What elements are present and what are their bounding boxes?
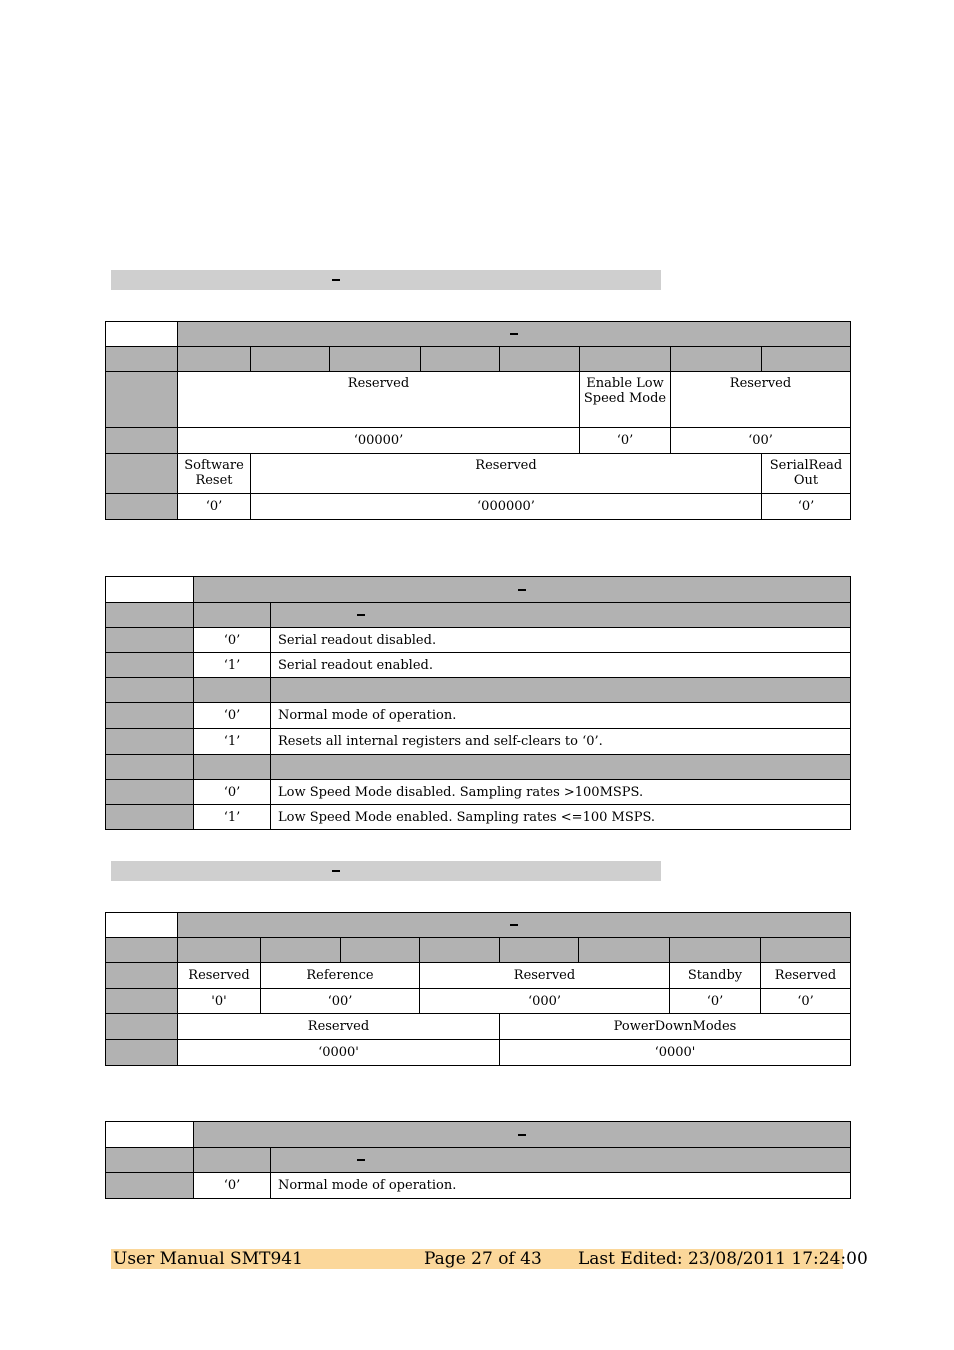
table-row [106,322,851,347]
table-row [106,653,851,678]
table-row [106,454,851,494]
row-label-cell [106,755,194,780]
bit-header-cell [670,938,761,963]
field-cell: Reserved [178,1014,500,1040]
row-label-cell [106,454,178,494]
field-cell: Enable Low Speed Mode [580,372,671,428]
table-row [106,963,851,989]
field-cell: Standby [670,963,761,989]
bit-header-cell [500,938,579,963]
description-header-cell [194,577,851,603]
register-header-cell [178,322,851,347]
section-cell [271,755,851,780]
table-row [106,913,851,938]
row-label-cell [106,628,194,653]
description-cell: Serial readout enabled. [271,653,851,678]
default-value-cell: ‘00000’ [178,428,580,454]
value-header-cell [194,1148,271,1173]
default-value-cell: ‘000000’ [251,494,762,520]
footer-last-edited: Last Edited: 23/08/2011 17:24:00 [578,1249,868,1269]
table-row [106,372,851,428]
field-cell: PowerDownModes [500,1014,851,1040]
default-value-cell: ‘0’ [762,494,851,520]
description-cell: Normal mode of operation. [271,703,851,729]
default-value-cell: ‘00’ [261,989,420,1014]
header-corner-cell [106,913,178,938]
default-value-cell: ‘00’ [671,428,851,454]
row-label-cell [106,428,178,454]
default-value-cell: ‘0000' [178,1040,500,1066]
row-label-cell [106,1173,194,1199]
table-row [106,428,851,454]
table-row [106,603,851,628]
default-value-cell: ‘000’ [420,989,670,1014]
description-cell: Serial readout disabled. [271,628,851,653]
description-header-cell [194,1122,851,1148]
field-cell: Reserved [671,372,851,428]
table-row [106,938,851,963]
row-label-cell [106,989,178,1014]
row-label-cell [106,494,178,520]
default-value-cell: ‘0’ [761,989,851,1014]
field-cell: Reserved [178,372,580,428]
value-cell: ‘0’ [194,1173,271,1199]
bit-header-cell [579,938,670,963]
page-footer [111,1249,868,1269]
default-value-cell: ‘0’ [670,989,761,1014]
row-label-cell [106,603,194,628]
register-description-table-1 [105,576,851,830]
default-value-cell: '0' [178,989,261,1014]
bit-header-cell [762,347,851,372]
default-value-cell: ‘0’ [580,428,671,454]
field-cell: Reserved [761,963,851,989]
bit-header-cell [330,347,421,372]
table-row [106,729,851,755]
header-corner-cell [106,577,194,603]
default-value-cell: ‘0000' [500,1040,851,1066]
table-row [106,628,851,653]
header-corner-cell [106,322,178,347]
row-label-cell [106,347,178,372]
row-label-cell [106,372,178,428]
bit-header-cell [671,347,762,372]
table-row [106,1122,851,1148]
caption-dash [332,279,340,281]
value-cell: ‘0’ [194,780,271,805]
value-cell: ‘0’ [194,703,271,729]
table-row [106,780,851,805]
row-label-cell [106,653,194,678]
bit-header-cell [580,347,671,372]
table-row [106,755,851,780]
description-cell: Resets all internal registers and self-clears to ‘0’. [271,729,851,755]
field-cell: Reserved [251,454,762,494]
table-row [106,678,851,703]
table-row [106,494,851,520]
caption-dash [332,870,340,872]
field-cell: Reference [261,963,420,989]
section-cell [271,678,851,703]
register-caption-1 [111,270,661,290]
register-map-table-2 [105,912,851,1066]
value-cell: ‘1’ [194,653,271,678]
description-cell: Low Speed Mode disabled. Sampling rates >100MSPS. [271,780,851,805]
field-cell: Reserved [420,963,670,989]
description-cell: Low Speed Mode enabled. Sampling rates <=100 MSPS. [271,805,851,830]
value-cell: ‘0’ [194,628,271,653]
table-row [106,805,851,830]
description-subheader-cell [271,1148,851,1173]
bit-header-cell [500,347,580,372]
row-label-cell [106,938,178,963]
register-map-table-1 [105,321,851,520]
description-subheader-cell [271,603,851,628]
footer-document-title: User Manual SMT941 [113,1249,303,1269]
row-label-cell [106,963,178,989]
default-value-cell: ‘0’ [178,494,251,520]
bit-header-cell [251,347,330,372]
table-row [106,1173,851,1199]
bit-header-cell [261,938,341,963]
footer-page-number: Page 27 of 43 [424,1249,542,1269]
table-row [106,1014,851,1040]
bit-header-cell [341,938,420,963]
bit-header-cell [761,938,851,963]
table-row [106,703,851,729]
bit-header-cell [420,938,500,963]
table-row [106,1148,851,1173]
value-cell: ‘1’ [194,729,271,755]
row-label-cell [106,1040,178,1066]
section-cell [194,678,271,703]
register-description-table-2 [105,1121,851,1199]
field-cell: Software Reset [178,454,251,494]
table-row [106,1040,851,1066]
table-row [106,347,851,372]
section-cell [194,755,271,780]
table-row [106,989,851,1014]
value-cell: ‘1’ [194,805,271,830]
header-corner-cell [106,1122,194,1148]
field-cell: SerialRead Out [762,454,851,494]
row-label-cell [106,1148,194,1173]
row-label-cell [106,780,194,805]
bit-header-cell [178,347,251,372]
row-label-cell [106,805,194,830]
row-label-cell [106,703,194,729]
register-caption-2 [111,861,661,881]
bit-header-cell [178,938,261,963]
row-label-cell [106,1014,178,1040]
row-label-cell [106,678,194,703]
value-header-cell [194,603,271,628]
bit-header-cell [421,347,500,372]
row-label-cell [106,729,194,755]
register-header-cell [178,913,851,938]
table-row [106,577,851,603]
field-cell: Reserved [178,963,261,989]
description-cell: Normal mode of operation. [271,1173,851,1199]
